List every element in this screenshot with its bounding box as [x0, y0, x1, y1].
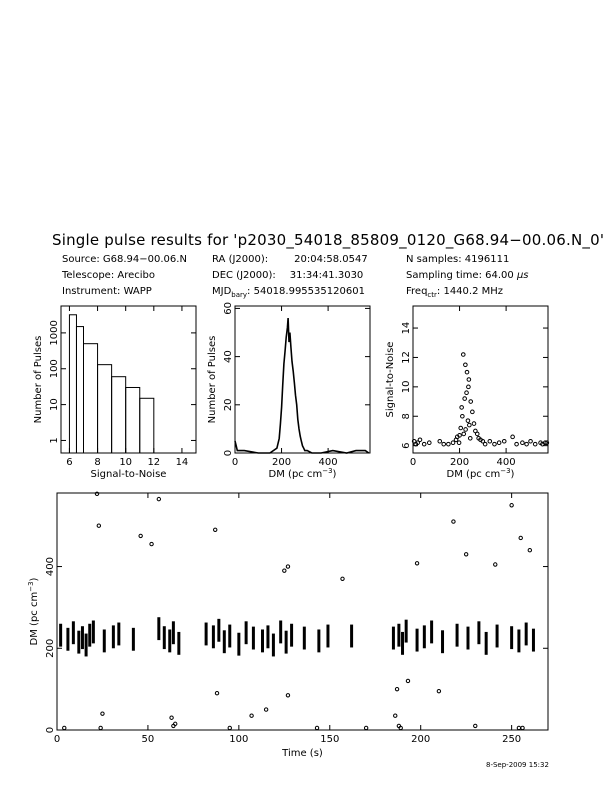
dm-count-series-line — [235, 318, 369, 453]
dm-time-point — [341, 577, 344, 580]
snr-dm-point — [488, 439, 492, 443]
dec-label: DEC (J2000): — [212, 270, 276, 281]
dm-time-point — [517, 726, 520, 729]
snr-dm-point — [460, 406, 464, 410]
snr-dm-point — [447, 442, 451, 446]
dm-time-xtick-label: 150 — [320, 734, 340, 745]
freq-label: Freq — [406, 286, 428, 297]
dm-time-point — [464, 553, 467, 556]
snr-dm-point — [497, 441, 501, 445]
snr-dm-point — [466, 419, 470, 423]
dm-time-point — [437, 689, 440, 692]
ra-label: RA (J2000): — [212, 254, 269, 265]
snr-dm-point — [438, 439, 442, 443]
dm-count-ytick-label: 0 — [223, 449, 234, 457]
dm-time-point — [99, 726, 102, 729]
snr-dm-point — [469, 400, 473, 404]
snr-dm-point — [475, 432, 479, 436]
dm-count-xlabel: DM (pc $cm^{-3}$) — [268, 467, 337, 480]
snr-dm-point — [467, 385, 471, 389]
dm-time-xtick-label: 0 — [53, 734, 61, 745]
snr-dm-point — [459, 426, 463, 430]
dm-time-point — [228, 726, 231, 729]
snr-dm-point — [529, 439, 533, 443]
snr-histogram-xtick-label: 14 — [175, 457, 189, 468]
snr-histogram-ytick-label: 10 — [49, 398, 60, 411]
snr-dm-xlabel: DM (pc $cm^{-3}$) — [446, 467, 515, 480]
dm-time-xtick-label: 250 — [502, 734, 522, 745]
snr-dm-point — [525, 442, 529, 446]
snr-dm-point — [451, 441, 455, 445]
dm-time-point — [286, 694, 289, 697]
snr-histogram-xtick-label: 12 — [147, 457, 161, 468]
dm-time-xtick-label: 100 — [229, 734, 249, 745]
dec-value: 31:34:41.3030 — [289, 270, 364, 281]
snr-dm-ytick-label: 10 — [401, 380, 412, 394]
snr-histogram-ytick-label: 100 — [49, 359, 60, 379]
snr-dm-point — [483, 442, 487, 446]
page-title: Single pulse results for 'p2030_54018_85809_0120_G68.94−00.06.N_0' — [52, 231, 605, 249]
snr-dm-point — [468, 423, 472, 427]
snr-dm-point — [465, 370, 469, 374]
snr-dm-point — [521, 441, 525, 445]
dm-time-point — [406, 679, 409, 682]
snr-histogram-frame — [61, 306, 196, 453]
dm-time-point — [214, 528, 217, 531]
snr-histogram-xlabel: Signal-to-Noise — [90, 469, 167, 480]
snr-histogram-bar — [112, 377, 126, 453]
snr-dm-ytick-label: 8 — [401, 413, 412, 420]
freq-subscript: ctr — [427, 291, 437, 299]
dm-time-frame — [57, 493, 548, 730]
dm-count-frame — [235, 306, 370, 453]
snr-histogram-xtick-label: 6 — [66, 457, 73, 468]
mjd-subscript: bary — [231, 291, 248, 299]
snr-dm-xtick-label: 0 — [409, 457, 417, 468]
dm-time-point — [139, 534, 142, 537]
date-stamp: 8-Sep-2009 15:32 — [486, 761, 549, 769]
mjd-value: : 54018.995535120601 — [247, 286, 365, 297]
dm-time-point — [519, 536, 522, 539]
dm-time-point — [63, 726, 66, 729]
dm-time-point — [364, 726, 367, 729]
snr-dm-point — [464, 363, 468, 367]
snr-histogram-bar — [126, 387, 140, 453]
snr-histogram-ytick-label: 1000 — [49, 320, 60, 346]
dm-time-point — [452, 520, 455, 523]
dm-count-ytick-label: 40 — [223, 350, 234, 363]
snr-histogram-xtick-label: 8 — [94, 457, 101, 468]
snr-dm-point — [442, 442, 446, 446]
sampling-label: Sampling time: 64.00 — [406, 270, 517, 281]
snr-dm-point — [502, 439, 506, 443]
snr-dm-point — [511, 435, 515, 439]
dm-time-xlabel: Time (s) — [282, 748, 323, 759]
nsamples-info: N samples: 4196111 — [406, 254, 510, 265]
snr-histogram-bar — [84, 344, 98, 453]
dm-time-point — [286, 565, 289, 568]
snr-histogram-ytick-label: 1 — [49, 437, 60, 444]
snr-dm-point — [465, 391, 469, 395]
snr-dm-point — [461, 414, 465, 418]
dm-time-point — [157, 497, 160, 500]
dm-count-ytick-label: 60 — [223, 302, 234, 315]
snr-dm-ytick-label: 12 — [401, 351, 412, 364]
snr-histogram-bar — [69, 315, 76, 453]
dm-time-ytick-label: 200 — [45, 638, 56, 658]
mjd-label: MJD — [212, 286, 232, 297]
dm-time-ylabel: DM (pc $cm^{-3}$) — [27, 577, 40, 646]
dm-time-point — [510, 504, 513, 507]
dm-time-point — [395, 687, 398, 690]
dm-time-point — [283, 569, 286, 572]
snr-histogram-bar — [140, 398, 154, 453]
dm-time-point — [250, 714, 253, 717]
snr-dm-point — [533, 442, 537, 446]
dm-count-xtick-label: 0 — [231, 457, 239, 468]
snr-dm-xtick-label: 400 — [496, 457, 516, 468]
dm-time-point — [97, 524, 100, 527]
snr-dm-ytick-label: 6 — [401, 442, 412, 449]
snr-histogram-bar — [98, 365, 112, 453]
dm-time-point — [315, 726, 318, 729]
snr-dm-ylabel: Signal-to-Noise — [385, 341, 396, 418]
snr-histogram-ylabel: Number of Pulses — [33, 335, 44, 424]
telescope-info: Telescope: Arecibo — [62, 270, 155, 281]
snr-dm-point — [461, 353, 465, 357]
dm-time-xtick-label: 50 — [141, 734, 155, 745]
dm-time-point — [494, 563, 497, 566]
dm-time-point — [150, 542, 153, 545]
snr-dm-point — [463, 397, 467, 401]
snr-dm-point — [515, 442, 519, 446]
snr-dm-point — [471, 410, 475, 414]
snr-dm-frame — [413, 306, 548, 453]
dm-time-point — [521, 726, 524, 729]
dm-time-point — [415, 562, 418, 565]
snr-histogram-bar — [76, 327, 83, 453]
snr-histogram-xtick-label: 10 — [119, 457, 133, 468]
dm-time-point — [474, 724, 477, 727]
dm-time-point — [264, 708, 267, 711]
snr-dm-point — [457, 441, 461, 445]
dm-time-xtick-label: 200 — [411, 734, 431, 745]
dm-count-ylabel: Number of Pulses — [207, 335, 218, 424]
snr-dm-ytick-label: 14 — [401, 321, 412, 335]
snr-dm-xtick-label: 200 — [450, 457, 470, 468]
freq-value: : 1440.2 MHz — [436, 286, 504, 297]
dm-count-xtick-label: 400 — [318, 457, 338, 468]
dm-count-ytick-label: 20 — [223, 398, 234, 412]
snr-dm-point — [467, 378, 471, 382]
instrument-info: Instrument: WAPP — [62, 286, 152, 297]
snr-dm-point — [472, 422, 476, 426]
dm-time-ytick-label: 400 — [45, 557, 56, 577]
sampling-unit: μs — [516, 270, 529, 281]
dm-time-ytick-label: 0 — [45, 726, 56, 734]
source-info: Source: G68.94−00.06.N — [62, 254, 187, 265]
snr-dm-point — [493, 442, 497, 446]
dm-time-point — [215, 692, 218, 695]
snr-dm-point — [427, 441, 431, 445]
snr-dm-point — [462, 432, 466, 436]
snr-dm-point — [418, 438, 422, 442]
ra-value: 20:04:58.0547 — [294, 254, 368, 265]
dm-time-point — [170, 716, 173, 719]
snr-dm-point — [422, 442, 426, 446]
dm-count-xtick-label: 200 — [272, 457, 292, 468]
dm-time-point — [528, 549, 531, 552]
snr-dm-point — [464, 428, 468, 432]
dm-time-point — [394, 714, 397, 717]
snr-dm-point — [468, 437, 472, 441]
dm-time-point — [101, 712, 104, 715]
